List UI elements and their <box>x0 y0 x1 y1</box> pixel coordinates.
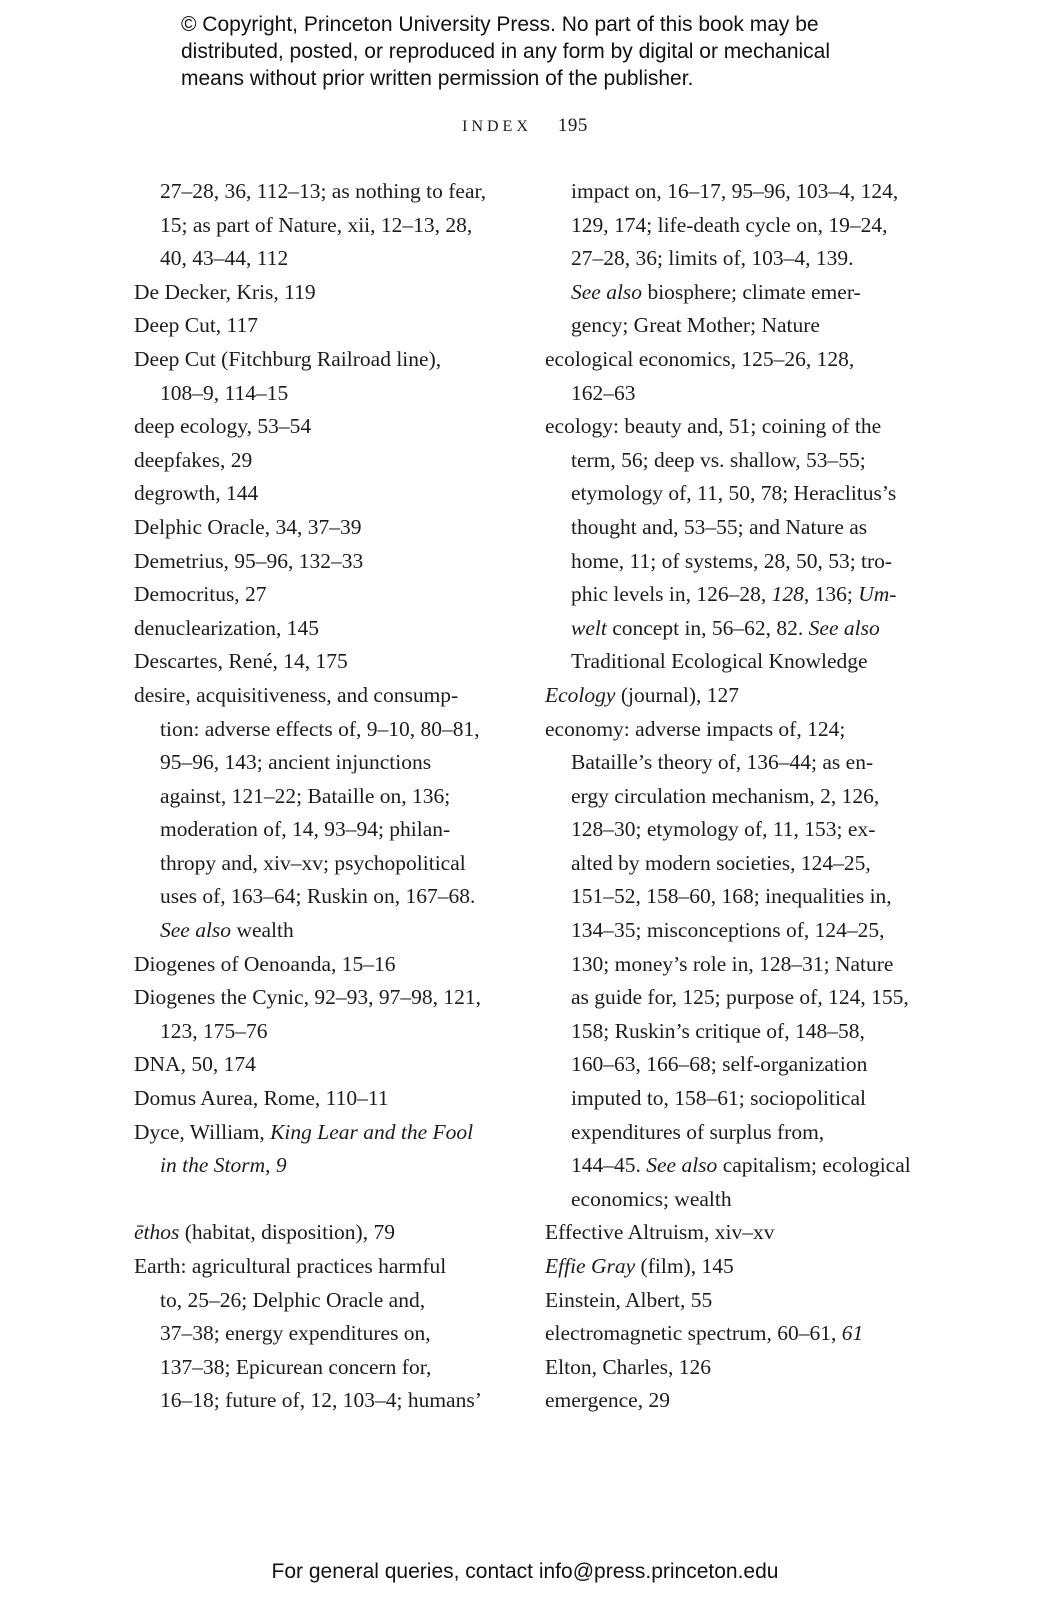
index-entry: Descartes, René, 14, 175 <box>134 649 348 674</box>
index-entry-continuation: 27–28, 36; limits of, 103–4, 139. <box>571 246 854 271</box>
section-label: INDEX <box>462 118 532 135</box>
index-entry: Diogenes of Oenoanda, 15–16 <box>134 951 396 976</box>
index-entry: Diogenes the Cynic, 92–93, 97–98, 121, <box>134 985 481 1010</box>
index-entry: deepfakes, 29 <box>134 447 253 472</box>
index-entry-continuation: 130; money’s role in, 128–31; Nature <box>571 951 894 976</box>
index-entry-continuation: 134–35; misconceptions of, 124–25, <box>571 918 885 943</box>
index-entry: Demetrius, 95–96, 132–33 <box>134 548 364 573</box>
index-entry-continuation: tion: adverse effects of, 9–10, 80–81, <box>160 716 480 741</box>
index-entry-continuation: 144–45. See also capitalism; ecological <box>571 1153 911 1178</box>
index-entry-continuation: 137–38; Epicurean concern for, <box>160 1354 432 1379</box>
index-entry-continuation: thought and, 53–55; and Nature as <box>571 514 868 539</box>
index-entry: emergence, 29 <box>545 1388 670 1413</box>
index-entry-continuation: Traditional Ecological Knowledge <box>571 649 868 674</box>
copyright-line: © Copyright, Princeton University Press. No part of this book may be <box>181 13 819 36</box>
index-entry: Earth: agricultural practices harmful <box>134 1254 447 1278</box>
index-entry-continuation: 123, 175–76 <box>160 1018 268 1043</box>
index-entry-continuation: 15; as part of Nature, xii, 12–13, 28, <box>160 212 473 237</box>
index-entry: Dyce, William, King Lear and the Fool <box>134 1119 474 1144</box>
index-entry-continuation: expenditures of surplus from, <box>571 1119 825 1144</box>
index-entry-continuation: phic levels in, 126–28, 128, 136; Um- <box>571 582 897 607</box>
index-entry-continuation: 95–96, 143; ancient injunctions <box>160 750 432 775</box>
index-entry-continuation: alted by modern societies, 124–25, <box>571 850 871 875</box>
page-number: 195 <box>557 115 588 136</box>
index-entry-continuation: 158; Ruskin’s critique of, 148–58, <box>571 1018 865 1043</box>
index-entry: Domus Aurea, Rome, 110–11 <box>134 1086 389 1111</box>
index-entry: degrowth, 144 <box>134 481 259 506</box>
index-entry-continuation: ergy circulation mechanism, 2, 126, <box>571 783 880 808</box>
index-spacer <box>134 1183 514 1217</box>
copyright-line: distributed, posted, or reproduced in any form by digital or mechanical <box>181 40 831 63</box>
index-entry: Deep Cut (Fitchburg Railroad line), <box>134 346 442 371</box>
index-entry-continuation: 128–30; etymology of, 11, 153; ex- <box>571 817 876 842</box>
index-entry-continuation: economics; wealth <box>571 1186 732 1211</box>
index-entry: De Decker, Kris, 119 <box>134 279 316 304</box>
index-entry-continuation: 129, 174; life-death cycle on, 19–24, <box>571 212 888 237</box>
index-column-left <box>134 175 514 1418</box>
index-entry: Deep Cut, 117 <box>134 313 259 338</box>
index-entry-continuation: welt concept in, 56–62, 82. See also <box>571 615 880 640</box>
index-entry: electromagnetic spectrum, 60–61, 61 <box>545 1321 864 1346</box>
index-entry-continuation: thropy and, xiv–xv; psychopolitical <box>160 850 466 875</box>
index-entry-continuation: Bataille’s theory of, 136–44; as en- <box>571 750 874 775</box>
index-entry: desire, acquisitiveness, and consump- <box>134 682 459 707</box>
index-entry: Effective Altruism, xiv–xv <box>545 1220 775 1245</box>
index-entry: ecological economics, 125–26, 128, <box>545 346 855 371</box>
index-entry-continuation: as guide for, 125; purpose of, 124, 155, <box>571 985 909 1010</box>
index-entry-continuation: home, 11; of systems, 28, 50, 53; tro- <box>571 548 893 573</box>
index-entry: Effie Gray (film), 145 <box>545 1254 734 1278</box>
index-entry-continuation: to, 25–26; Delphic Oracle and, <box>160 1287 426 1312</box>
index-entry-continuation: 16–18; future of, 12, 103–4; humans’ <box>160 1388 482 1413</box>
index-entry-continuation: uses of, 163–64; Ruskin on, 167–68. <box>160 884 476 909</box>
index-entry-continuation: term, 56; deep vs. shallow, 53–55; <box>571 447 866 472</box>
index-entry-continuation: impact on, 16–17, 95–96, 103–4, 124, <box>571 179 899 203</box>
index-entry-continuation: etymology of, 11, 50, 78; Heraclitus’s <box>571 481 897 506</box>
index-entry-continuation: 108–9, 114–15 <box>160 380 289 405</box>
index-entry: DNA, 50, 174 <box>134 1052 256 1077</box>
index-entry-continuation: 37–38; energy expenditures on, <box>160 1321 431 1346</box>
index-entry: denuclearization, 145 <box>134 615 320 640</box>
copyright-line: means without prior written permission of the publisher. <box>181 67 694 90</box>
index-entry-continuation: 162–63 <box>571 380 636 405</box>
copyright-notice <box>181 11 921 92</box>
index-entry-continuation: imputed to, 158–61; sociopolitical <box>571 1086 866 1111</box>
index-entry-continuation: See also wealth <box>160 918 294 943</box>
running-head <box>0 115 1050 137</box>
index-entry: ēthos (habitat, disposition), 79 <box>134 1220 395 1245</box>
index-entry-continuation: 40, 43–44, 112 <box>160 246 289 271</box>
index-entry: economy: adverse impacts of, 124; <box>545 716 846 741</box>
index-entry: Elton, Charles, 126 <box>545 1354 712 1379</box>
index-entry-continuation: 27–28, 36, 112–13; as nothing to fear, <box>160 179 487 203</box>
index-entry-continuation: gency; Great Mother; Nature <box>571 313 820 338</box>
index-entry: Einstein, Albert, 55 <box>545 1287 713 1312</box>
index-entry-continuation: See also biosphere; climate emer- <box>571 279 861 304</box>
index-entry: Ecology (journal), 127 <box>545 682 740 707</box>
index-column-right <box>545 175 925 1418</box>
index-entry-continuation: 160–63, 166–68; self-organization <box>571 1052 868 1077</box>
index-entry-continuation: in the Storm, 9 <box>160 1153 287 1178</box>
index-entry: deep ecology, 53–54 <box>134 414 312 439</box>
index-entry: ecology: beauty and, 51; coining of the <box>545 414 882 439</box>
index-entry-continuation: moderation of, 14, 93–94; philan- <box>160 817 451 842</box>
index-entry: Delphic Oracle, 34, 37–39 <box>134 514 362 539</box>
index-entry-continuation: against, 121–22; Bataille on, 136; <box>160 783 451 808</box>
index-entry: Democritus, 27 <box>134 582 267 607</box>
index-entry-continuation: 151–52, 158–60, 168; inequalities in, <box>571 884 892 909</box>
footer-contact: For general queries, contact info@press.princeton.edu <box>271 1560 779 1583</box>
